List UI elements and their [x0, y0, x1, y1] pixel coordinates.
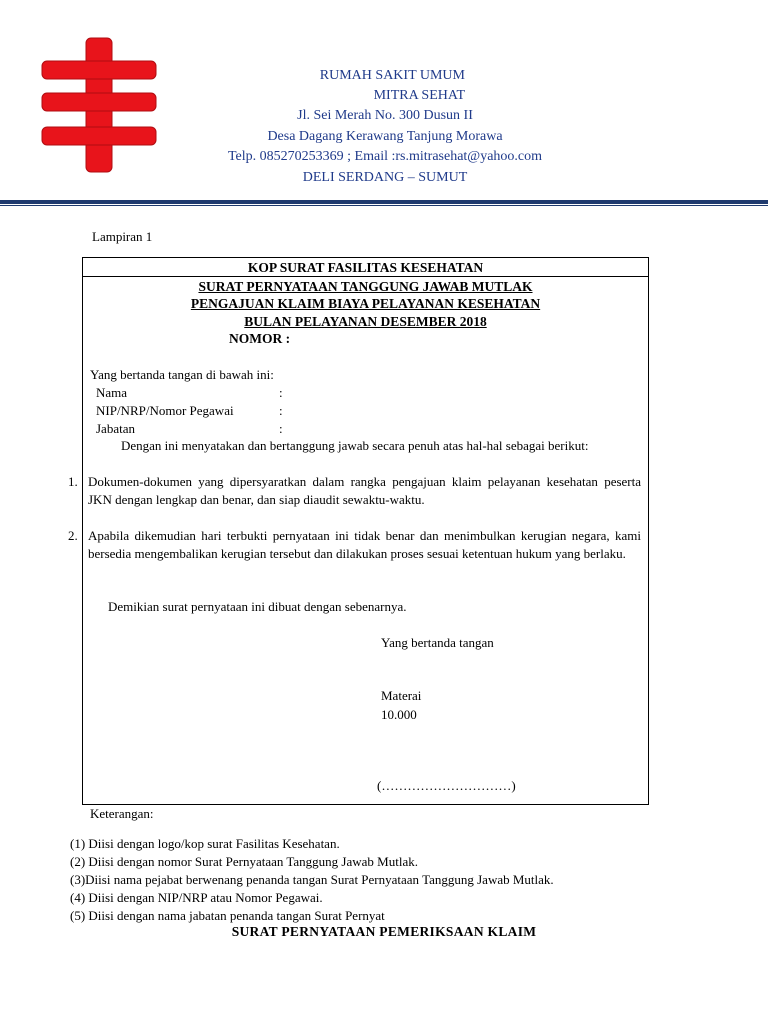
letterhead-name: MITRA SEHAT [373, 88, 465, 103]
field-name-separator: : [279, 385, 283, 400]
field-nip-separator: : [279, 403, 283, 418]
hospital-logo [38, 36, 160, 174]
point-2-text: Apabila dikemudian hari terbukti pernyataan ini tidak benar dan menimbulkan kerugian negara, kami bersedia mengembalikan kerugian tersebut dan dilakukan proses sesuai ketentuan hukum yang berlaku. [88, 528, 641, 561]
intro-text: Yang bertanda tangan di bawah ini: [90, 367, 274, 382]
letterhead-institution: RUMAH SAKIT UMUM [319, 68, 465, 83]
note-item-5: (5) Diisi dengan nama jabatan penanda tangan Surat Pernyat [70, 908, 385, 923]
attachment-label: Lampiran 1 [92, 229, 153, 244]
logo-bar-bottom [42, 127, 156, 145]
point-2-number: 2. [68, 528, 78, 543]
field-nip-label: NIP/NRP/Nomor Pegawai [96, 403, 234, 418]
note-item-2: (2) Diisi dengan nomor Surat Pernyataan Tanggung Jawab Mutlak. [70, 854, 418, 869]
letterhead-village: Desa Dagang Kerawang Tanjung Morawa [267, 129, 503, 144]
stamp-label: Materai [381, 688, 422, 703]
note-item-3: (3)Diisi nama pejabat berwenang penanda tangan Surat Pernyataan Tanggung Jawab Mutlak. [70, 872, 554, 887]
statement-text: Dengan ini menyatakan dan bertanggung jawab secara penuh atas hal-hal sebagai berikut: [121, 438, 589, 453]
form-title-1 [82, 278, 649, 295]
number-label: NOMOR : [229, 331, 291, 346]
form-title-3-text: BULAN PELAYANAN DESEMBER 2018 [244, 314, 487, 329]
logo-bar-top [42, 61, 156, 79]
form-frame-divider [82, 276, 649, 277]
letterhead-contact: Telp. 085270253369 ; Email :rs.mitrasehat@yahoo.com [227, 149, 543, 164]
point-1-number: 1. [68, 474, 78, 489]
letterhead-address: Jl. Sei Merah No. 300 Dusun II [297, 108, 473, 123]
field-position-label: Jabatan [96, 421, 135, 436]
note-item-1: (1) Diisi dengan logo/kop surat Fasilitas Kesehatan. [70, 836, 340, 851]
note-item-4: (4) Diisi dengan NIP/NRP atau Nomor Pegawai. [70, 890, 323, 905]
letterhead-rule-thick [0, 200, 768, 204]
closing-text: Demikian surat pernyataan ini dibuat dengan sebenarnya. [108, 599, 407, 614]
stamp-value: 10.000 [381, 707, 417, 722]
letterhead-region: DELI SERDANG – SUMUT [302, 170, 468, 185]
signer-label: Yang bertanda tangan [381, 635, 494, 650]
field-name-label: Nama [96, 385, 128, 400]
form-title-1-text: SURAT PERNYATAAN TANGGUNG JAWAB MUTLAK [198, 279, 533, 294]
kop-label: KOP SURAT FASILITAS KESEHATAN [247, 260, 484, 275]
form-title-2 [82, 295, 649, 312]
point-1-text: Dokumen-dokumen yang dipersyaratkan dalam rangka pengajuan klaim pelayanan kesehatan peserta JKN dengan lengkap dan benar, dan siap diaudit sewaktu-waktu. [88, 474, 641, 507]
field-position-separator: : [279, 421, 283, 436]
form-title-3 [82, 313, 649, 330]
notes-heading: Keterangan: [90, 806, 154, 821]
logo-bar-middle [42, 93, 156, 111]
letterhead-rule-thin [0, 205, 768, 206]
form-title-2-text: PENGAJUAN KLAIM BIAYA PELAYANAN KESEHATAN [190, 296, 541, 311]
signature-line: (…………………………) [377, 778, 516, 793]
next-document-title: SURAT PERNYATAAN PEMERIKSAAN KLAIM [231, 924, 537, 939]
